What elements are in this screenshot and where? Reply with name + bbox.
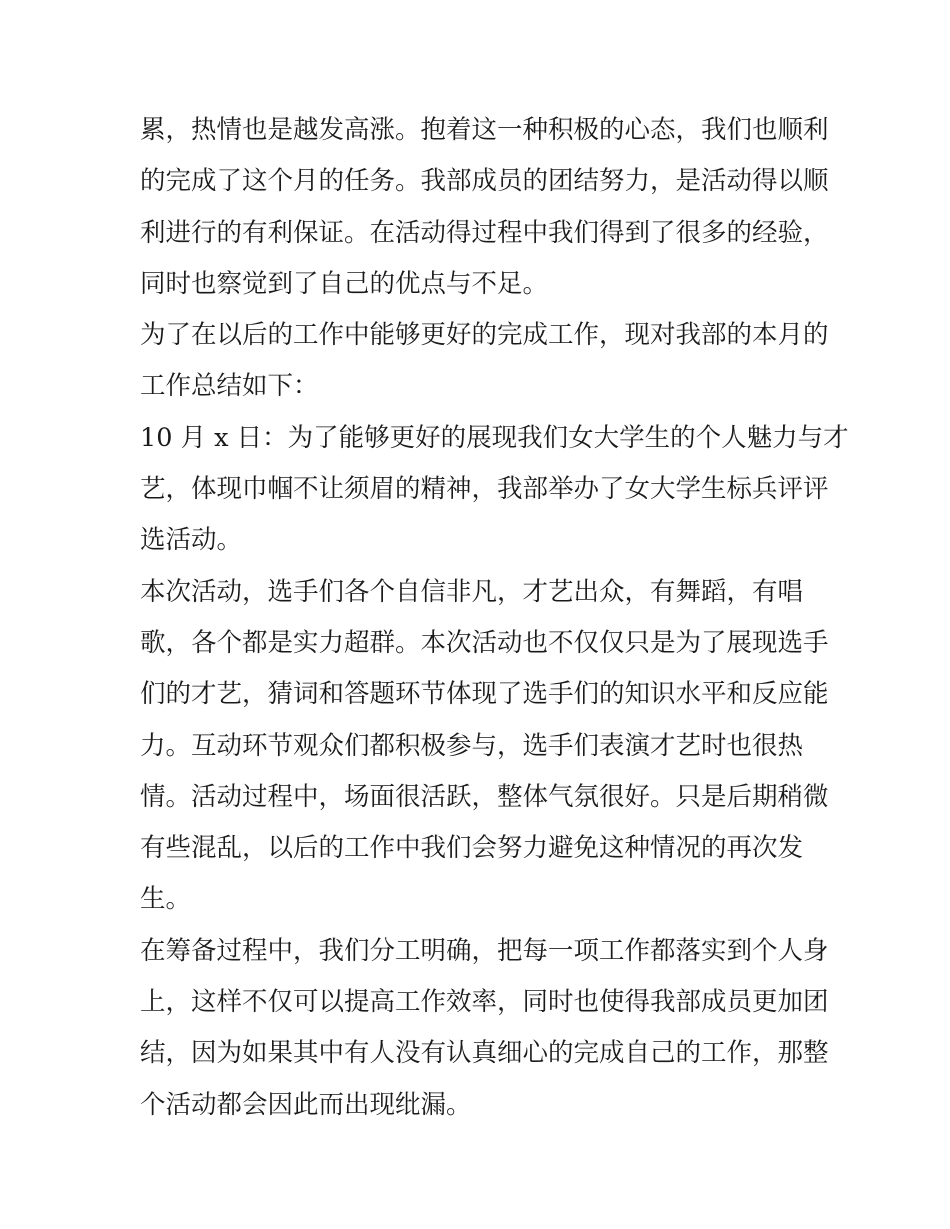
paragraph-3 [140, 413, 849, 567]
text-line: 上，这样不仅可以提高工作效率，同时也使得我部成员更加团 [140, 987, 829, 1018]
text-line: 工作总结如下： [140, 371, 319, 402]
paragraph-4 [140, 567, 829, 926]
paragraph-5 [140, 926, 829, 1131]
text-line: 利进行的有利保证。在活动得过程中我们得到了很多的经验， [140, 217, 829, 248]
text-line: 个活动都会因此而出现纰漏。 [140, 1089, 472, 1120]
text-line: 本次活动，选手们各个自信非凡，才艺出众，有舞蹈，有唱 [140, 576, 804, 607]
paragraph-1 [140, 105, 829, 310]
text-line: 有些混乱，以后的工作中我们会努力避免这种情况的再次发 [140, 833, 804, 864]
document-body [140, 105, 849, 1131]
text-line: 情。活动过程中，场面很活跃，整体气氛很好。只是后期稍微 [140, 781, 829, 812]
text-line: 们的才艺，猜词和答题环节体现了选手们的知识水平和反应能 [140, 679, 829, 710]
text-line: 歌，各个都是实力超群。本次活动也不仅仅只是为了展现选手 [140, 627, 829, 658]
text-line: 力。互动环节观众们都积极参与，选手们表演才艺时也很热 [140, 730, 804, 761]
text-line: 同时也察觉到了自己的优点与不足。 [140, 268, 549, 299]
paragraph-2 [140, 310, 829, 413]
text-line: 为了在以后的工作中能够更好的完成工作，现对我部的本月的 [140, 320, 829, 351]
text-line: 10 月 x 日：为了能够更好的展现我们女大学生的个人魅力与才 [140, 422, 849, 453]
text-line: 艺，体现巾帼不让须眉的精神，我部举办了女大学生标兵评评 [140, 474, 829, 505]
text-line: 累，热情也是越发高涨。抱着这一种积极的心态，我们也顺利 [140, 115, 829, 145]
text-line: 结，因为如果其中有人没有认真细心的完成自己的工作，那整 [140, 1038, 829, 1069]
text-line: 的完成了这个月的任务。我部成员的团结努力，是活动得以顺 [140, 166, 829, 197]
text-line: 在筹备过程中，我们分工明确，把每一项工作都落实到个人身 [140, 935, 829, 966]
text-line: 选活动。 [140, 525, 243, 556]
text-line: 生。 [140, 884, 192, 915]
